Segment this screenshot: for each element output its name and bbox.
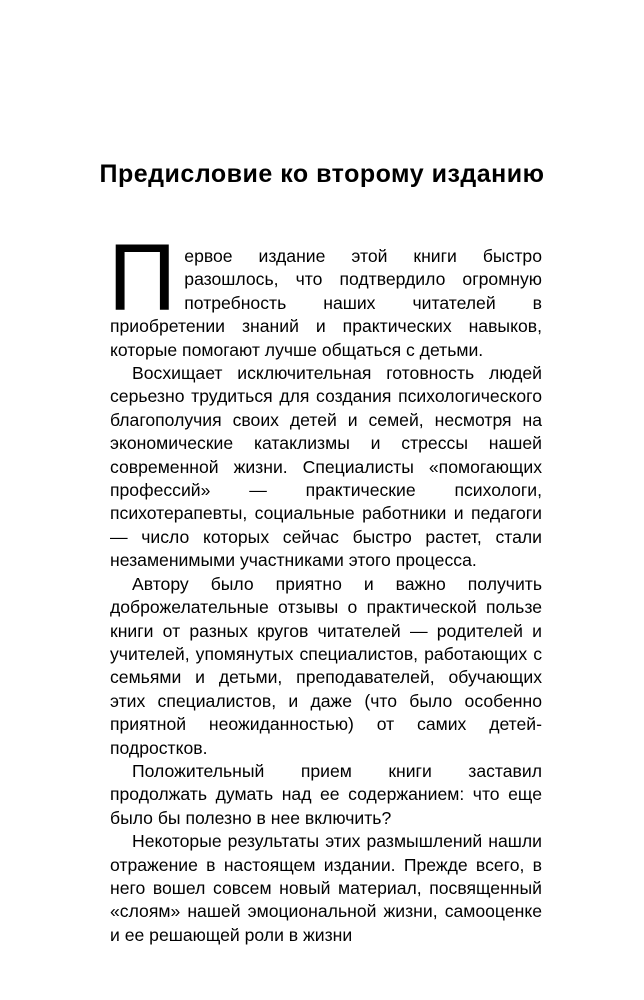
paragraph-2: Восхищает исключительная готовность людей серьезно трудиться для создания психологического благополучия своих детей и семей, несмотря на экономические катаклизмы и стрессы нашей современной жизни. Специалисты «помогающих профессий» — практические психологи, психотерапевты, социальные работники и педагоги — число которых сейчас быстро растет, стали незаменимыми участниками этого процесса. bbox=[110, 363, 542, 571]
page-title: Предисловие ко второму изданию bbox=[99, 160, 545, 188]
paragraph-5: Некоторые результаты этих размышлений нашли отражение в настоящем издании. Прежде всего, в него вошел совсем новый материал, посвященный «слоям» нашей эмоциональной жизни, самооценке и ее решающей роли в жизни bbox=[110, 831, 542, 945]
body-text bbox=[108, 225, 542, 947]
paragraph-1 bbox=[108, 225, 542, 362]
paragraph-4: Положительный прием книги заставил продолжать думать над ее содержанием: что еще было бы полезно в нее включить? bbox=[110, 760, 542, 828]
paragraph-3: Автору было приятно и важно получить доброжелательные отзывы о практической пользе книги от разных кругов читателей — родителей и учителей, упомянутых специалистов, работающих с семьями и детьми, преподавателей, обучающих этих специалистов, и даже (что было особенно приятной неожиданностью) от самих детей-подростков. bbox=[110, 573, 542, 758]
paragraph-1-text: ервое издание этой книги быстро разошлось, что подтвердило огромную потребность наших читателей в приобретении знаний и практических навыков, которые помогают лучше общаться с детьми. bbox=[110, 246, 542, 360]
drop-cap: П bbox=[108, 225, 177, 331]
